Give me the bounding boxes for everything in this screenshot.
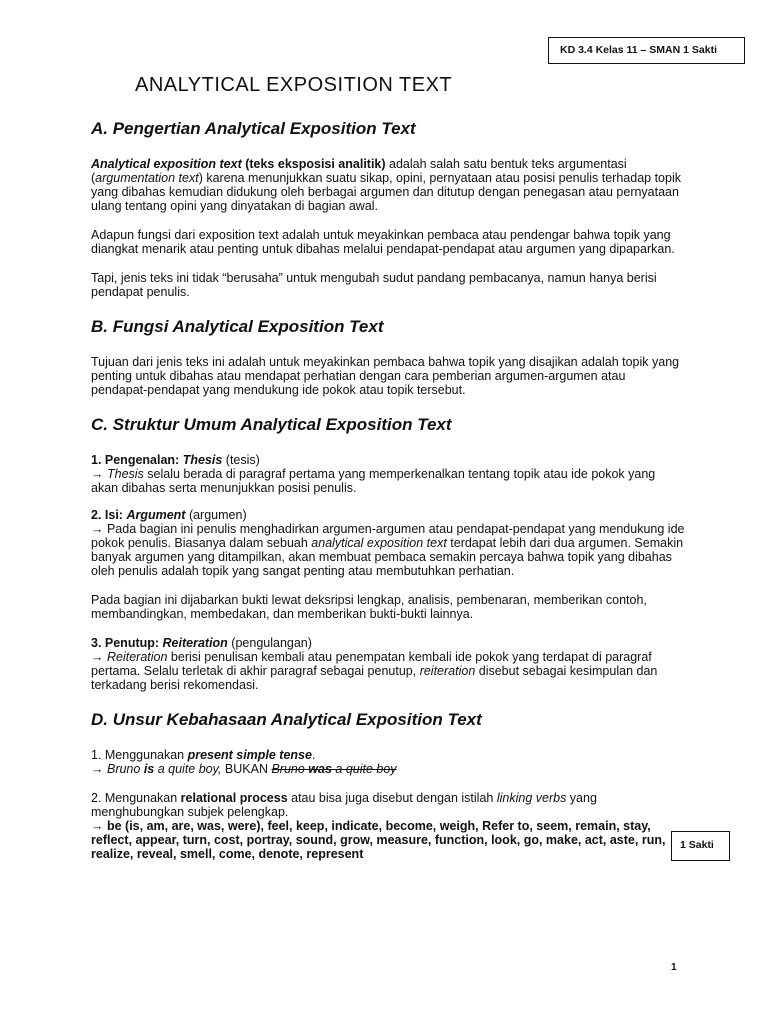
document-body: [91, 72, 685, 876]
structure-argument: [91, 508, 685, 578]
text-span: 1. Menggunakan: [91, 748, 188, 762]
structure-label: 1. Pengenalan:: [91, 453, 183, 467]
language-feature-2: [91, 791, 685, 861]
arrow-glyph: →: [91, 467, 107, 481]
language-feature-1: [91, 748, 685, 776]
text-span: atau bisa juga disebut dengan istilah: [287, 791, 497, 805]
section-a-heading: A. Pengertian Analytical Exposition Text: [91, 119, 416, 138]
structure-paren: (pengulangan): [227, 636, 312, 650]
structure-label: 2. Isi:: [91, 508, 127, 522]
text-span: selalu berada di paragraf pertama yang memperkenalkan tentang topik atau ide pokok yang akan dibahas serta menunjukkan posisi penulis.: [91, 467, 656, 495]
structure-term: Reiteration: [162, 636, 228, 650]
structure-thesis: [91, 453, 685, 495]
class-label-box: [548, 37, 745, 64]
example-word: BUKAN: [221, 762, 272, 776]
feature-term: relational process: [180, 791, 288, 805]
term-argumentation: argumentation text: [95, 171, 199, 185]
text-span: .: [311, 748, 316, 762]
structure-paren: (argumen): [185, 508, 247, 522]
text-span: → Pada bagian ini penulis menghadirkan argumen-argumen atau pendapat-pendapat yang mendukung ide pokok penulis. Biasanya dalam sebuah: [91, 522, 685, 550]
document-title: ANALYTICAL EXPOSITION TEXT: [135, 74, 453, 96]
section-d-heading: D. Unsur Kebahasaan Analytical Exposition Text: [91, 710, 482, 729]
structure-paren: (tesis): [222, 453, 260, 467]
section-c-heading: C. Struktur Umum Analytical Exposition Text: [91, 415, 452, 434]
section-a-paragraph-3: Tapi, jenis teks ini tidak “berusaha” untuk mengubah sudut pandang pembacanya, namun hanya berisi pendapat penulis.: [91, 271, 657, 299]
term-analytical-exposition: Analytical exposition text: [91, 157, 242, 171]
term-indonesian: (teks eksposisi analitik): [241, 157, 386, 171]
arrow-glyph: →: [91, 650, 107, 664]
linking-verbs-list: → be (is, am, are, was, were), feel, keep, indicate, become, weigh, Refer to, seem, remain, stay, reflect, appear, turn, cost, portray, sound, grow, measure, function, look, go, make, act, aste, run, realize, reveal, smell, come, denote, represent: [91, 819, 666, 861]
text-span: yang menghubungkan subjek pelengkap.: [91, 791, 597, 819]
section-b-paragraph-1: Tujuan dari jenis teks ini adalah untuk meyakinkan pembaca bahwa topik yang disajikan adalah topik yang penting untuk dibahas atau mendapat perhatian dengan cara pemberian argumen-argumen atau pendapat-pendapat yang mendukung ide pokok atau topik tersebut.: [91, 355, 680, 397]
structure-term: analytical exposition text: [311, 536, 447, 550]
wrong-example: was: [304, 762, 332, 776]
text-span: disebut sebagai kesimpulan dan terkadang berisi rekomendasi.: [91, 664, 658, 692]
structure-term: Reiteration: [106, 650, 168, 664]
structure-label: 3. Penutup:: [91, 636, 163, 650]
class-label: KD 3.4 Kelas 11 – SMAN 1 Sakti: [560, 44, 717, 56]
section-b-heading: B. Fungsi Analytical Exposition Text: [91, 317, 384, 336]
text-span: terdapat lebih dari dua argumen. Semakin banyak argumen yang ditampilkan, akan membuat pembaca semakin percaya bahwa topik yang dibahas oleh penulis adalah topik yang sangat penting atau membutuhkan perhatian.: [91, 536, 684, 578]
structure-reiteration: [91, 636, 685, 692]
side-label: 1 Sakti: [680, 839, 714, 851]
example-word: Bruno: [106, 762, 141, 776]
wrong-example: Bruno: [271, 762, 305, 776]
structure-argument-paragraph-2: Pada bagian ini dijabarkan bukti lewat deksripsi lengkap, analisis, pembenaran, memberikan contoh, membandingkan, membedakan, dan memberikan bukti-bukti lainnya.: [91, 593, 647, 621]
side-label-box: [671, 831, 730, 861]
structure-term: reiteration: [419, 664, 476, 678]
text-span: adalah salah satu bentuk teks argumentasi (: [91, 157, 627, 185]
structure-term: Argument: [126, 508, 186, 522]
wrong-example: a quite boy: [331, 762, 397, 776]
text-span: ) karena menunjukkan suatu sikap, opini, pernyataan atau posisi penulis terhadap topik yang dibahas kemudian didukung oleh berbagai argumen dan ditutup dengan penegasan atau pernyataan ulang tentang opini yang dinyatakan di bagian awal.: [91, 171, 681, 213]
feature-term: present simple tense: [187, 748, 312, 762]
structure-term: Thesis: [106, 467, 144, 481]
text-span: 2. Mengunakan: [91, 791, 181, 805]
structure-term: Thesis: [182, 453, 223, 467]
page-number: 1: [671, 962, 677, 973]
example-word: a quite boy,: [154, 762, 222, 776]
example-word: is: [140, 762, 155, 776]
text-span: berisi penulisan kembali atau penempatan kembali ide pokok yang terdapat di paragraf pertama. Selalu terletak di akhir paragraf sebagai penutup,: [91, 650, 652, 678]
section-a-paragraph-2: Adapun fungsi dari exposition text adalah untuk meyakinkan pembaca atau pendengar bahwa topik yang diangkat menarik atau penting untuk dibahas melalui pendapat-pendapat atau argumen yang dipaparkan.: [91, 228, 675, 256]
arrow-glyph: →: [91, 762, 107, 776]
section-a-paragraph-1: [91, 157, 685, 213]
feature-term: linking verbs: [496, 791, 567, 805]
